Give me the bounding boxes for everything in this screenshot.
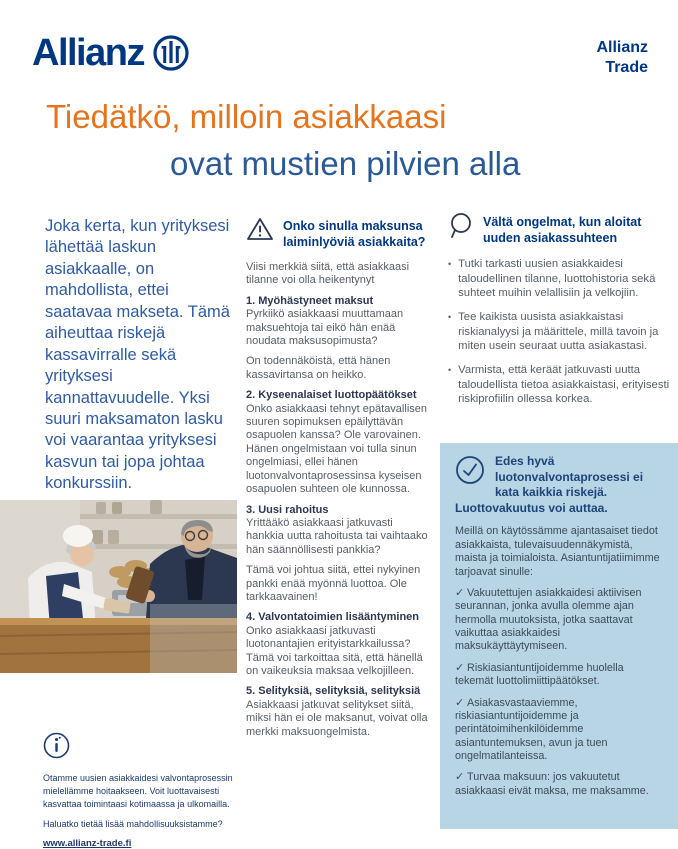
section-3-para-1: Yrittääkö asiakkaasi jatkuvasti hankkia uutta rahoitusta tai vaihtaako hän säännöllisesti pankkia? xyxy=(246,516,428,556)
advice-column xyxy=(448,212,672,416)
list-item xyxy=(448,257,672,301)
promo-item-text-3: Asiakasvastaaviemme, riskiasiantuntijoidemme ja perintätoimihenkilöidemme asiantuntemuksen, avun ja tuen ongelmatilanteissa. xyxy=(455,696,608,762)
promo-item-text-2: Riskiasiantuntijoidemme huolella tekemät luottolimiittipäätökset. xyxy=(455,661,624,688)
allianz-trade-wordmark xyxy=(596,38,648,78)
bakery-counter-photo xyxy=(0,500,237,673)
credit-insurance-promo-box xyxy=(440,443,678,829)
advice-column-heading: Vältä ongelmat, kun aloitat uuden asiakassuhteen xyxy=(483,215,642,245)
magnifier-icon xyxy=(448,212,474,245)
bullet-glyph: • xyxy=(448,259,452,269)
section-3-para-2: Tämä voi johtua siitä, ettei nykyinen pankki enää myönnä luottoa. Ole tarkkaavainen! xyxy=(246,564,421,603)
promo-item xyxy=(455,662,665,689)
info-icon xyxy=(43,732,235,764)
footer-info-note xyxy=(43,732,235,849)
promo-item xyxy=(455,697,665,764)
bullet-text-2: Tee kaikista uusista asiakkaistasi riskianalyysi ja määrittele, millä tavoin ja miten usein seuraat uutta asiakastasi. xyxy=(458,311,659,353)
section-2-para-1: Onko asiakkaasi tehnyt epätavallisen suuren sopimuksen epäilyttävän osapuolen kanssa? Ole varovainen. Hänen ongelmistaan voi tulla sinun ongelmiasi, ellei hänen luotonvalvontaprosessinsa kyseisen osapuolen suhteen ole kunnossa. xyxy=(246,402,427,496)
section-title-5: 5. Selityksiä, selityksiä, selityksiä xyxy=(246,685,421,698)
allianz-logo-text: Allianz xyxy=(32,32,144,74)
wordmark-line1: Allianz xyxy=(596,39,648,56)
promo-box-body xyxy=(455,525,665,798)
headline-line2: ovat mustien pilvien alla xyxy=(170,144,521,182)
wordmark-line2: Trade xyxy=(605,59,648,76)
bullet-glyph: • xyxy=(448,312,452,323)
allianz-trade-link[interactable]: www.allianz-trade.fi xyxy=(43,838,132,849)
warning-column-header xyxy=(246,216,429,250)
warning-column-heading: Onko sinulla maksunsa laiminlyöviä asiakkaita? xyxy=(283,219,426,249)
warning-column-body xyxy=(246,261,429,739)
checkmark-icon: ✓ xyxy=(455,771,465,784)
section-title-1: 1. Myöhästyneet maksut xyxy=(246,294,374,307)
bullet-text-3: Varmista, että keräät jatkuvasti uutta taloudellista tietoa asiakkaistasi, erityisesti riskiprofiilin ollessa korkea. xyxy=(458,364,670,406)
page-title xyxy=(46,94,520,188)
section-1-para-1: Pyrkiikö asiakkaasi muuttamaan maksuehtoja tai eikö hän enää noudata maksusopimusta? xyxy=(246,308,404,348)
section-4-para-1: Onko asiakkaasi jatkuvasti luotonantajien erityistarkkailussa? Tämä voi tarkoittaa sitä, että hänellä on vaikeuksia maksaa velkojilleen. xyxy=(246,624,423,677)
promo-heading: Edes hyvä luotonvalvontaprosessi ei kata kaikkia riskejä. Luottovakuutus voi auttaa. xyxy=(455,454,644,515)
section-title-3: 3. Uusi rahoitus xyxy=(246,503,329,516)
checkmark-icon: ✓ xyxy=(455,586,465,599)
promo-box-header xyxy=(455,454,665,516)
list-item xyxy=(448,363,672,407)
bullet-text-1: Tutki tarkasti uusien asiakkaidesi taloudellinen tilanne, luottohistoria sekä suhteet muihin velallisiin ja velkojiin. xyxy=(458,258,656,300)
checkmark-icon: ✓ xyxy=(455,696,465,709)
intro-paragraph: Joka kerta, kun yrityksesi lähettää laskun asiakkaalle, on mahdollista, ettei saatavaa makseta. Tämä aiheuttaa riskejä kassavirralle sekä yrityksesi kannattavuudelle. Yksi suuri maksamaton lasku voi vaarantaa yrityksesi kasvun tai jopa johtaa konkurssiin. xyxy=(45,217,230,493)
promo-item-text-4: Turvaa maksuun: jos vakuutetut asiakkaasi eivät maksa, me maksamme. xyxy=(455,771,649,797)
section-1-para-2: On todennäköistä, että hänen kassavirtansa on heikko. xyxy=(246,355,391,381)
warning-lead: Viisi merkkiä siitä, että asiakkaasi tilanne voi olla heikentynyt xyxy=(246,261,410,287)
promo-lead: Meillä on käytössämme ajantasaiset tiedot asiakkaista, tulevaisuudennäkymistä, maista ja toimialoista. Asiantuntijatiimimme tarjoavat sinulle: xyxy=(455,525,660,578)
warning-column xyxy=(246,216,429,746)
promo-item xyxy=(455,771,665,798)
promo-item-text-1: Vakuutettujen asiakkaidesi aktiivisen seurannan, jonka avulla olemme ajan hermolla muutoksista, jotka saattavat vaikuttaa asiakkaidesi maksukäyttäytymiseen. xyxy=(455,586,642,653)
headline-line1: Tiedätkö, milloin asiakkaasi xyxy=(46,98,447,135)
section-5-para-1: Asiakkaasi jatkuvat selitykset siitä, miksi hän ei ole maksanut, voivat olla merkki maksuongelmista. xyxy=(246,698,428,738)
advice-column-header xyxy=(448,212,672,246)
list-item xyxy=(448,310,672,354)
warning-triangle-icon xyxy=(246,216,274,247)
advice-bullet-list xyxy=(448,257,672,407)
allianz-logo xyxy=(32,34,189,72)
allianz-circle-icon xyxy=(153,35,189,71)
footer-question: Haluatko tietää lisää mahdollisuuksistamme? xyxy=(43,819,223,830)
bullet-glyph: • xyxy=(448,365,452,376)
footer-paragraph: Otamme uusien asiakkaidesi valvontaprosessin mielellämme hoitaakseen. Voit luottavaisesti kasvattaa toimintaasi kotimaassa ja ulkomailla. xyxy=(43,773,233,810)
check-circle-icon xyxy=(455,455,485,490)
section-title-4: 4. Valvontatoimien lisääntyminen xyxy=(246,611,419,624)
promo-item xyxy=(455,587,665,654)
checkmark-icon: ✓ xyxy=(455,661,465,674)
section-title-2: 2. Kyseenalaiset luottopäätökset xyxy=(246,389,417,402)
